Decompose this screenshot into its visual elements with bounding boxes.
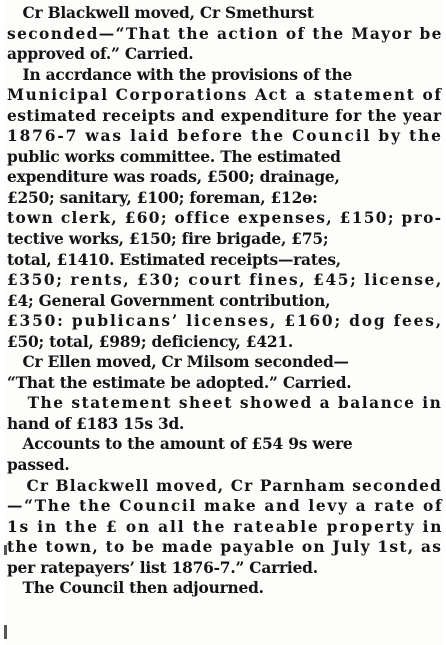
text-line: “That the estimate be adopted.” Carried. xyxy=(7,373,352,392)
text-line: seconded—“That the action of the Mayor be xyxy=(7,24,443,43)
text-line: the town, to be made payable on July 1st, as xyxy=(7,538,443,557)
text-line: £350: publicans’ licenses, £160; dog fees, xyxy=(7,312,443,331)
article-paragraph xyxy=(7,3,445,65)
article-paragraph xyxy=(7,65,445,353)
text-line: £4; General Government contribution, xyxy=(7,291,331,310)
article-paragraph xyxy=(7,352,445,393)
text-line: public works committee. The estimated xyxy=(7,147,341,166)
text-line: Cr Ellen moved, Cr Milsom seconded— xyxy=(7,353,349,372)
text-line: town clerk, £60; office expenses, £150; pro- xyxy=(7,209,443,228)
text-line: hand of £183 15s 3d. xyxy=(7,414,185,433)
text-line: £250; sanitary, £100; foreman, £12ɵ: xyxy=(7,188,318,207)
article-paragraph xyxy=(7,476,445,579)
article-column xyxy=(7,3,445,599)
text-line: Cr Blackwell moved, Cr Smethurst xyxy=(7,4,314,22)
text-line: Municipal Corporations Act a statement of xyxy=(7,86,443,105)
text-line: total, £1410. Estimated receipts—rates, xyxy=(7,250,341,269)
text-line: £50; total, £989; deficiency, £421. xyxy=(7,332,294,351)
text-line: passed. xyxy=(7,456,70,475)
newspaper-clipping xyxy=(4,0,444,645)
text-line: 1s in the £ on all the rateable property in xyxy=(7,517,444,536)
article-paragraph xyxy=(7,434,445,475)
text-line: The Council then adjourned. xyxy=(7,579,264,598)
text-line: —“The the Council make and levy a rate of xyxy=(7,497,444,516)
scan-artifact-mark xyxy=(4,625,7,639)
text-line: 1876-7 was laid before the Council by the xyxy=(7,127,443,146)
article-paragraph xyxy=(7,578,445,599)
text-line: In accrdance with the provisions of the xyxy=(7,65,353,84)
text-line: tective works, £150; fire brigade, £75; xyxy=(7,230,329,249)
text-line: Accounts to the amount of £54 9s were xyxy=(7,435,353,454)
text-line: The statement sheet showed a balance in xyxy=(7,394,443,413)
text-line: per ratepayers’ list 1876-7.” Carried. xyxy=(7,558,318,577)
text-line: £350; rents, £30; court fines, £45; license, xyxy=(7,271,443,290)
text-line: Cr Blackwell moved, Cr Parnham seconded xyxy=(7,476,442,495)
article-paragraph xyxy=(7,393,445,434)
text-line: estimated receipts and expenditure for the year xyxy=(7,106,442,125)
text-line: expenditure was roads, £500; drainage, xyxy=(7,168,340,187)
text-line: approved of.” Carried. xyxy=(7,45,194,64)
